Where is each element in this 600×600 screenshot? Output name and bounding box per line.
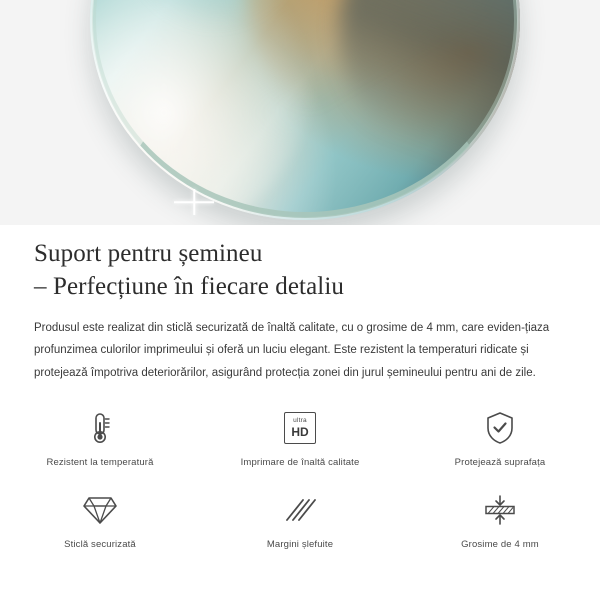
marble-swirl-dark	[339, 0, 520, 164]
ultra-hd-icon: ultra HD	[284, 408, 316, 448]
hero-image	[0, 0, 600, 225]
thickness-4mm-icon	[482, 490, 518, 530]
feature-label: Grosime de 4 mm	[461, 539, 539, 550]
feature-item	[0, 484, 200, 566]
feature-item	[400, 484, 600, 566]
feature-item	[200, 484, 400, 566]
page-title	[0, 225, 600, 303]
feature-item	[400, 402, 600, 484]
thermometer-icon	[83, 408, 117, 448]
headline-line-2: – Perfecțiune în fiecare detaliu	[34, 273, 344, 300]
feature-grid	[0, 402, 600, 566]
headline-line-1: Suport pentru șemineu	[34, 240, 263, 267]
feature-label: Rezistent la temperatură	[46, 457, 154, 468]
content-block	[0, 225, 600, 384]
feature-label: Protejează suprafața	[454, 457, 546, 468]
feature-label: Margini șlefuite	[266, 539, 334, 550]
shield-check-icon	[483, 408, 517, 448]
polished-edges-icon	[283, 490, 317, 530]
feature-label: Imprimare de înaltă calitate	[240, 457, 360, 468]
feature-item	[200, 402, 400, 484]
description-paragraph: Produsul este realizat din sticlă securizată de înaltă calitate, cu o grosime de 4 mm, care eviden-țiaza profunzimea culorilor imprimeului și oferă un luciu elegant. Este rezistent la temperaturi ridicate și protejează împotriva deteriorărilor, asigurând protecția zonei din jurul șemineului pentru ani de zile.	[34, 322, 550, 379]
marble-swirl-white	[90, 0, 314, 220]
diamond-icon	[82, 490, 118, 530]
feature-label: Sticlă securizată	[64, 539, 136, 550]
feature-item	[0, 402, 200, 484]
